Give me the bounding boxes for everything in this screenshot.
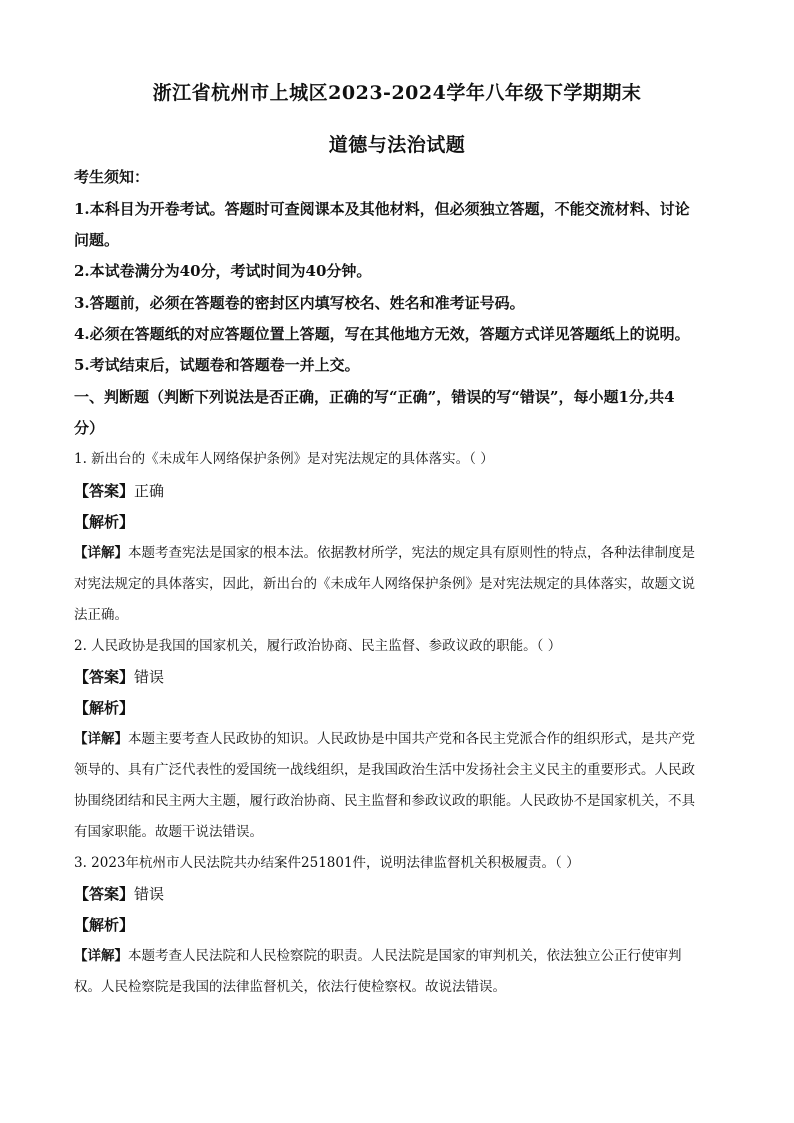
page-title: 浙江省杭州市上城区2023-2024学年八年级下学期期末	[152, 82, 642, 104]
notice-item: 5.考试结束后，试题卷和答题卷一并上交。	[74, 356, 360, 374]
notice-item: 3.答题前，必须在答题卷的密封区内填写校名、姓名和准考证号码。	[74, 294, 525, 312]
detail-text: 法正确。	[74, 607, 128, 623]
detail-row	[74, 542, 734, 564]
detail-row	[74, 728, 734, 750]
question-stem: 3. 2023年杭州市人民法院共办结案件251801件，说明法律监督机关积极履责。（ ）	[74, 855, 580, 871]
answer-value: 错误	[134, 885, 165, 903]
detail-text: 对宪法规定的具体落实，因此，新出台的《未成年人网络保护条例》是对宪法规定的具体落实，故题文说	[74, 576, 695, 592]
notice-item: 2.本试卷满分为40分，考试时间为40分钟。	[74, 262, 372, 280]
notice-item: 4.必须在答题纸的对应答题位置上答题，写在其他地方无效，答题方式详见答题纸上的说明。	[74, 325, 690, 343]
detail-label: 【详解】	[74, 545, 128, 561]
page-subtitle: 道德与法治试题	[328, 134, 466, 156]
answer-value: 正确	[134, 482, 165, 500]
answer-row	[74, 666, 734, 688]
answer-label: 【答案】	[74, 482, 135, 500]
answer-row	[74, 480, 734, 502]
answer-value: 错误	[134, 668, 165, 686]
analysis-label: 【解析】	[74, 513, 135, 531]
detail-text: 权。人民检察院是我国的法律监督机关，依法行使检察权。故说法错误。	[74, 979, 506, 995]
notice-item: 问题。	[74, 231, 120, 249]
question-stem: 2. 人民政协是我国的国家机关，履行政治协商、民主监督、参政议政的职能。（ ）	[74, 638, 562, 654]
question-stem: 1. 新出台的《未成年人网络保护条例》是对宪法规定的具体落实。（ ）	[74, 451, 494, 467]
section-heading: 一、判断题（判断下列说法是否正确，正确的写“正确”，错误的写“错误”，每小题1分,共4	[74, 388, 675, 406]
section-heading-cont: 分）	[74, 419, 105, 437]
detail-label: 【详解】	[74, 731, 128, 747]
detail-text: 协围绕团结和民主两大主题，履行政治协商、民主监督和参政议政的职能。人民政协不是国家机关，不具	[74, 793, 695, 809]
detail-text: 领导的、具有广泛代表性的爱国统一战线组织，是我国政治生活中发扬社会主义民主的重要形式。人民政	[74, 762, 695, 778]
notice-heading: 考生须知：	[74, 168, 150, 186]
detail-row	[74, 945, 734, 967]
detail-text: 本题主要考查人民政协的知识。人民政协是中国共产党和各民主党派合作的组织形式，是共产党	[128, 731, 695, 747]
notice-item: 1.本科目为开卷考试。答题时可查阅课本及其他材料，但必须独立答题，不能交流材料、讨论	[74, 200, 690, 218]
analysis-label: 【解析】	[74, 699, 135, 717]
answer-label: 【答案】	[74, 668, 135, 686]
detail-text: 本题考查人民法院和人民检察院的职责。人民法院是国家的审判机关，依法独立公正行使审判	[128, 948, 682, 964]
analysis-label: 【解析】	[74, 916, 135, 934]
answer-row	[74, 883, 734, 905]
detail-text: 本题考查宪法是国家的根本法。依据教材所学，宪法的规定具有原则性的特点，各种法律制度是	[128, 545, 695, 561]
detail-text: 有国家职能。故题干说法错误。	[74, 824, 263, 840]
detail-label: 【详解】	[74, 948, 128, 964]
answer-label: 【答案】	[74, 885, 135, 903]
